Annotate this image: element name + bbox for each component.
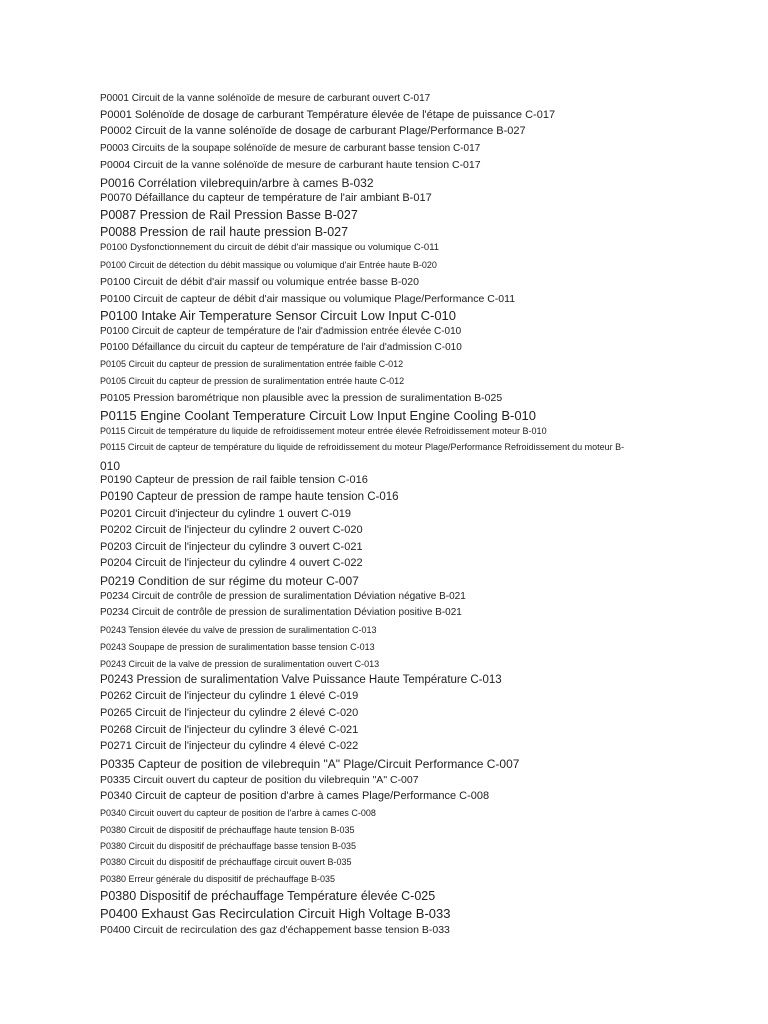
code-line: P0016 Corrélation vilebrequin/arbre à cames B-032	[100, 176, 374, 190]
code-line: P0100 Intake Air Temperature Sensor Circuit Low Input C-010	[100, 308, 457, 323]
code-line: P0004 Circuit de la vanne solénoïde de mesure de carburant haute tension C-017	[100, 159, 481, 171]
code-line: P0380 Circuit du dispositif de préchauffage basse tension B-035	[100, 841, 356, 851]
code-line: P0265 Circuit de l'injecteur du cylindre 2 élevé C-020	[100, 707, 359, 719]
code-line: P0243 Pression de suralimentation Valve Puissance Haute Température C-013	[100, 674, 502, 686]
code-line: P0204 Circuit de l'injecteur du cylindre 4 ouvert C-022	[100, 557, 363, 569]
code-line: P0380 Erreur générale du dispositif de préchauffage B-035	[100, 874, 335, 884]
code-line: P0268 Circuit de l'injecteur du cylindre 3 élevé C-021	[100, 724, 359, 736]
code-line: P0340 Circuit ouvert du capteur de position de l'arbre à cames C-008	[100, 808, 376, 818]
code-line: P0262 Circuit de l'injecteur du cylindre 1 élevé C-019	[100, 690, 359, 702]
code-line: P0088 Pression de rail haute pression B-027	[100, 225, 349, 239]
code-line: P0202 Circuit de l'injecteur du cylindre 2 ouvert C-020	[100, 524, 363, 536]
code-line: P0190 Capteur de pression de rail faible tension C-016	[100, 474, 368, 486]
code-line: P0100 Défaillance du circuit du capteur de température de l'air d'admission C-010	[100, 342, 462, 353]
code-line: P0335 Capteur de position de vilebrequin "A" Plage/Circuit Performance C-007	[100, 757, 520, 771]
code-line: P0219 Condition de sur régime du moteur C-007	[100, 574, 359, 588]
code-line: P0100 Circuit de capteur de température de l'air d'admission entrée élevée C-010	[100, 326, 462, 337]
code-line: P0105 Pression barométrique non plausible avec la pression de suralimentation B-025	[100, 392, 503, 404]
code-line: P0190 Capteur de pression de rampe haute tension C-016	[100, 491, 399, 503]
code-line: P0234 Circuit de contrôle de pression de suralimentation Déviation négative B-021	[100, 591, 466, 602]
code-line: P0087 Pression de Rail Pression Basse B-027	[100, 208, 358, 222]
code-line: P0002 Circuit de la vanne solénoïde de dosage de carburant Plage/Performance B-027	[100, 125, 526, 137]
code-line: P0115 Engine Coolant Temperature Circuit Low Input Engine Cooling B-010	[100, 408, 537, 423]
code-line: P0340 Circuit de capteur de position d'arbre à cames Plage/Performance C-008	[100, 790, 490, 802]
code-line: P0400 Exhaust Gas Recirculation Circuit High Voltage B-033	[100, 906, 451, 921]
code-line: P0380 Circuit de dispositif de préchauffage haute tension B-035	[100, 825, 355, 835]
code-line: P0001 Circuit de la vanne solénoïde de mesure de carburant ouvert C-017	[100, 93, 431, 104]
code-line: P0105 Circuit du capteur de pression de suralimentation entrée haute C-012	[100, 376, 405, 386]
code-line-continuation: 010	[100, 459, 121, 473]
code-line: P0003 Circuits de la soupape solénoïde de mesure de carburant basse tension C-017	[100, 143, 481, 154]
code-line: P0243 Soupape de pression de suralimentation basse tension C-013	[100, 642, 375, 652]
code-line: P0335 Circuit ouvert du capteur de position du vilebrequin "A" C-007	[100, 774, 419, 786]
code-line: P0380 Dispositif de préchauffage Température élevée C-025	[100, 889, 436, 903]
code-line: P0100 Circuit de capteur de débit d'air massique ou volumique Plage/Performance C-011	[100, 293, 516, 305]
code-line: P0115 Circuit de température du liquide de refroidissement moteur entrée élevée Refroidissement moteur B-010	[100, 426, 547, 436]
code-line: P0100 Dysfonctionnement du circuit de débit d'air massique ou volumique C-011	[100, 242, 440, 253]
code-line: P0271 Circuit de l'injecteur du cylindre 4 élevé C-022	[100, 740, 359, 752]
code-line: P0234 Circuit de contrôle de pression de suralimentation Déviation positive B-021	[100, 607, 462, 618]
code-line: P0115 Circuit de capteur de température du liquide de refroidissement du moteur Plage/Performance Refroidissement du moteur B-	[100, 442, 625, 452]
code-line: P0105 Circuit du capteur de pression de suralimentation entrée faible C-012	[100, 359, 404, 369]
code-line: P0100 Circuit de détection du débit massique ou volumique d'air Entrée haute B-020	[100, 260, 437, 270]
code-line: P0243 Tension élevée du valve de pression de suralimentation C-013	[100, 625, 377, 635]
code-line: P0001 Solénoïde de dosage de carburant Température élevée de l'étape de puissance C-017	[100, 109, 556, 121]
code-line: P0070 Défaillance du capteur de température de l'air ambiant B-017	[100, 192, 432, 204]
code-line: P0201 Circuit d'injecteur du cylindre 1 ouvert C-019	[100, 508, 351, 520]
code-line: P0100 Circuit de débit d'air massif ou volumique entrée basse B-020	[100, 276, 419, 288]
code-line: P0400 Circuit de recirculation des gaz d'échappement basse tension B-033	[100, 924, 450, 936]
code-line: P0243 Circuit de la valve de pression de suralimentation ouvert C-013	[100, 659, 380, 669]
code-line: P0203 Circuit de l'injecteur du cylindre 3 ouvert C-021	[100, 541, 363, 553]
code-line: P0380 Circuit du dispositif de préchauffage circuit ouvert B-035	[100, 857, 352, 867]
